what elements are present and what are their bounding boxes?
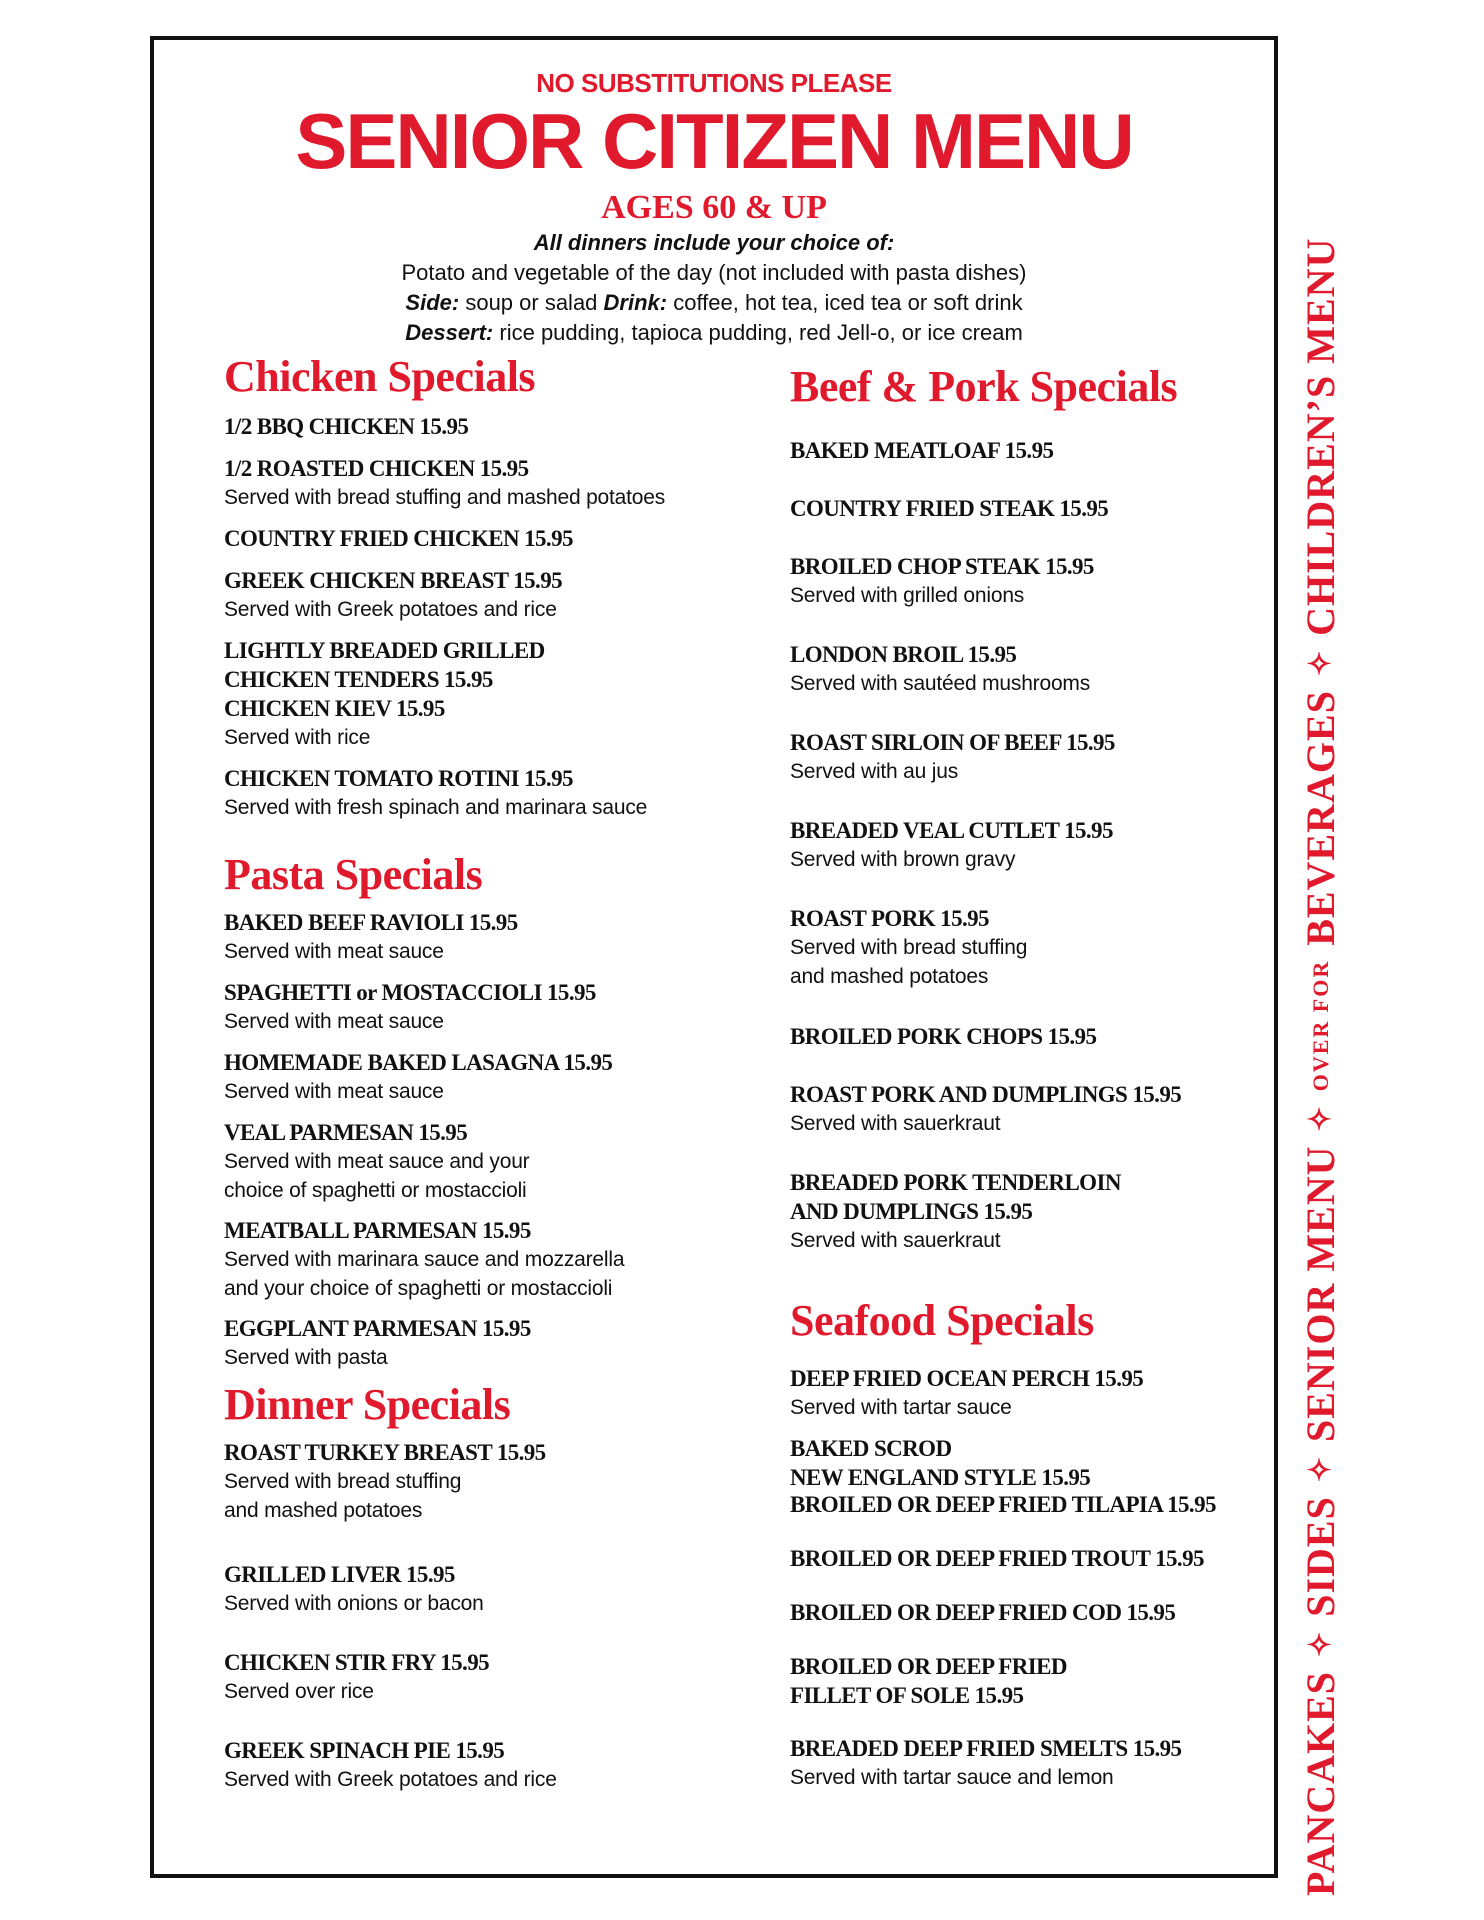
menu-item — [224, 636, 545, 694]
menu-item — [224, 524, 573, 553]
item-name: BAKED MEATLOAF 15.95 — [790, 438, 1054, 463]
item-name: DEEP FRIED OCEAN PERCH 15.95 — [790, 1366, 1144, 1391]
chicken-section-title: Chicken Specials — [224, 352, 536, 401]
menu-item — [790, 816, 1113, 874]
menu-item — [790, 1734, 1181, 1792]
item-description: Served with sauerkraut — [790, 1112, 1001, 1135]
diamond-icon: ✧ — [1304, 1456, 1337, 1483]
no-substitutions-notice: NO SUBSTITUTIONS PLEASE — [536, 68, 892, 98]
item-name: ROAST TURKEY BREAST 15.95 — [224, 1440, 546, 1465]
banner-senior-menu: SENIOR MENU — [1298, 1145, 1343, 1443]
dessert-text: rice pudding, tapioca pudding, red Jell-o, or ice cream — [493, 320, 1023, 345]
diamond-icon: ✧ — [1304, 1105, 1337, 1132]
item-name: ROAST PORK AND DUMPLINGS 15.95 — [790, 1082, 1182, 1107]
item-description-cont: choice of spaghetti or mostaccioli — [224, 1179, 527, 1202]
item-description: Served with rice — [224, 726, 371, 749]
item-name: BROILED OR DEEP FRIED — [790, 1654, 1067, 1679]
item-description: Served with onions or bacon — [224, 1592, 484, 1615]
menu-item — [790, 904, 1027, 991]
item-description: Served with meat sauce — [224, 1080, 444, 1103]
item-description-cont: and your choice of spaghetti or mostaccioli — [224, 1277, 613, 1300]
dessert-label: Dessert: — [405, 320, 494, 345]
drink-text: coffee, hot tea, iced tea or soft drink — [667, 290, 1023, 315]
item-name: 1/2 BBQ CHICKEN 15.95 — [224, 414, 469, 439]
item-description: Served with marinara sauce and mozzarella — [224, 1248, 625, 1271]
item-description: Served with meat sauce — [224, 1010, 444, 1033]
item-name: BAKED SCROD — [790, 1436, 952, 1461]
item-description: Served with grilled onions — [790, 584, 1025, 607]
item-name: 1/2 ROASTED CHICKEN 15.95 — [224, 456, 529, 481]
menu-item — [224, 1648, 489, 1706]
item-description: Served with au jus — [790, 760, 958, 783]
item-description: Served with Greek potatoes and rice — [224, 1768, 557, 1791]
menu-item — [224, 454, 665, 512]
menu-item — [224, 1314, 531, 1372]
item-name-cont: FILLET OF SOLE 15.95 — [790, 1683, 1024, 1708]
menu-item — [224, 1048, 612, 1106]
item-name: ROAST SIRLOIN OF BEEF 15.95 — [790, 730, 1115, 755]
item-name-cont: CHICKEN TENDERS 15.95 — [224, 667, 493, 692]
menu-header — [154, 68, 1274, 348]
item-name: COUNTRY FRIED STEAK 15.95 — [790, 496, 1109, 521]
banner-pancakes: PANCAKES — [1298, 1670, 1343, 1896]
menu-item — [790, 728, 1115, 786]
item-name: HOMEMADE BAKED LASAGNA 15.95 — [224, 1050, 613, 1075]
item-description: Served with sautéed mushrooms — [790, 672, 1091, 695]
item-name: LIGHTLY BREADED GRILLED — [224, 638, 545, 663]
item-name: COUNTRY FRIED CHICKEN 15.95 — [224, 526, 573, 551]
includes-dessert — [154, 318, 1274, 348]
item-name: LONDON BROIL 15.95 — [790, 642, 1017, 667]
item-description: Served with tartar sauce — [790, 1396, 1012, 1419]
item-name: BROILED CHOP STEAK 15.95 — [790, 554, 1094, 579]
menu-item — [224, 1736, 557, 1794]
seafood-section-title: Seafood Specials — [790, 1296, 1094, 1345]
menu-item — [790, 1544, 1204, 1573]
includes-block — [154, 228, 1274, 348]
menu-title: SENIOR CITIZEN MENU — [295, 97, 1133, 185]
item-description: Served with meat sauce — [224, 940, 444, 963]
item-description: Served with bread stuffing and mashed potatoes — [224, 486, 666, 509]
menu-item — [790, 436, 1053, 465]
menu-item — [224, 978, 596, 1036]
menu-item — [790, 1364, 1143, 1422]
includes-potato: Potato and vegetable of the day (not included with pasta dishes) — [401, 260, 1027, 285]
side-label: Side: — [405, 290, 460, 315]
menu-item — [790, 640, 1090, 698]
item-description: Served with sauerkraut — [790, 1229, 1001, 1252]
menu-item — [224, 566, 562, 624]
menu-item — [224, 1216, 624, 1303]
menu-item — [790, 1168, 1121, 1255]
pasta-section-title: Pasta Specials — [224, 850, 483, 899]
banner-childrens-menu: CHILDREN’S MENU — [1298, 237, 1343, 636]
beef-section-title: Beef & Pork Specials — [790, 362, 1178, 411]
item-name: BREADED VEAL CUTLET 15.95 — [790, 818, 1113, 843]
item-name: EGGPLANT PARMESAN 15.95 — [224, 1316, 531, 1341]
item-name-cont: AND DUMPLINGS 15.95 — [790, 1199, 1033, 1224]
menu-item — [224, 908, 518, 966]
side-text: soup or salad — [459, 290, 604, 315]
item-name: BROILED OR DEEP FRIED TILAPIA 15.95 — [790, 1492, 1216, 1517]
item-name: ROAST PORK 15.95 — [790, 906, 989, 931]
menu-item — [790, 494, 1108, 523]
ages-subtitle: AGES 60 & UP — [601, 189, 827, 226]
diamond-icon: ✧ — [1304, 1630, 1337, 1657]
menu-item — [790, 1434, 1090, 1492]
menu-item — [790, 1022, 1096, 1051]
item-description: Served with fresh spinach and marinara sauce — [224, 796, 648, 819]
banner-sides: SIDES — [1298, 1496, 1343, 1617]
menu-frame — [150, 36, 1278, 1878]
item-name: CHICKEN KIEV 15.95 — [224, 696, 445, 721]
item-name: BROILED PORK CHOPS 15.95 — [790, 1024, 1097, 1049]
item-name: VEAL PARMESAN 15.95 — [224, 1120, 468, 1145]
item-description-cont: and mashed potatoes — [224, 1499, 423, 1522]
item-description-cont: and mashed potatoes — [790, 965, 989, 988]
item-name: CHICKEN STIR FRY 15.95 — [224, 1650, 490, 1675]
item-name: SPAGHETTI or MOSTACCIOLI 15.95 — [224, 980, 596, 1005]
diamond-icon: ✧ — [1304, 649, 1337, 677]
item-name: BROILED OR DEEP FRIED TROUT 15.95 — [790, 1546, 1204, 1571]
item-name: BAKED BEEF RAVIOLI 15.95 — [224, 910, 518, 935]
drink-label: Drink: — [603, 290, 668, 315]
menu-item — [224, 1560, 484, 1618]
item-name-cont: NEW ENGLAND STYLE 15.95 — [790, 1465, 1091, 1490]
item-description: Served with tartar sauce and lemon — [790, 1766, 1114, 1789]
includes-side-drink — [154, 288, 1274, 318]
menu-item — [790, 552, 1094, 610]
item-name: BREADED PORK TENDERLOIN — [790, 1170, 1121, 1195]
menu-item — [224, 1438, 546, 1525]
dinner-section-title: Dinner Specials — [224, 1380, 511, 1429]
item-description: Served with pasta — [224, 1346, 388, 1369]
includes-lead: All dinners include your choice of: — [533, 230, 895, 255]
item-name: GREEK CHICKEN BREAST 15.95 — [224, 568, 562, 593]
menu-item — [224, 764, 647, 822]
item-name: GREEK SPINACH PIE 15.95 — [224, 1738, 505, 1763]
menu-item — [224, 412, 468, 441]
menu-item — [790, 1652, 1067, 1710]
item-description: Served with Greek potatoes and rice — [224, 598, 557, 621]
item-description: Served with meat sauce and your — [224, 1150, 530, 1173]
banner-over-for: OVER FOR — [1308, 959, 1333, 1092]
item-name: CHICKEN TOMATO ROTINI 15.95 — [224, 766, 573, 791]
item-description: Served with bread stuffing — [224, 1470, 462, 1493]
item-name: BREADED DEEP FRIED SMELTS 15.95 — [790, 1736, 1182, 1761]
item-name: GRILLED LIVER 15.95 — [224, 1562, 455, 1587]
item-name: BROILED OR DEEP FRIED COD 15.95 — [790, 1600, 1176, 1625]
menu-item — [790, 1598, 1175, 1627]
item-description: Served with bread stuffing — [790, 936, 1028, 959]
menu-item — [790, 1490, 1216, 1519]
banner-beverages: BEVERAGES — [1298, 690, 1343, 946]
menu-item — [224, 694, 445, 752]
menu-item — [224, 1118, 529, 1205]
item-name: MEATBALL PARMESAN 15.95 — [224, 1218, 531, 1243]
item-description: Served over rice — [224, 1680, 374, 1703]
item-description: Served with brown gravy — [790, 848, 1016, 871]
side-banner — [1296, 16, 1346, 1896]
menu-item — [790, 1080, 1181, 1138]
